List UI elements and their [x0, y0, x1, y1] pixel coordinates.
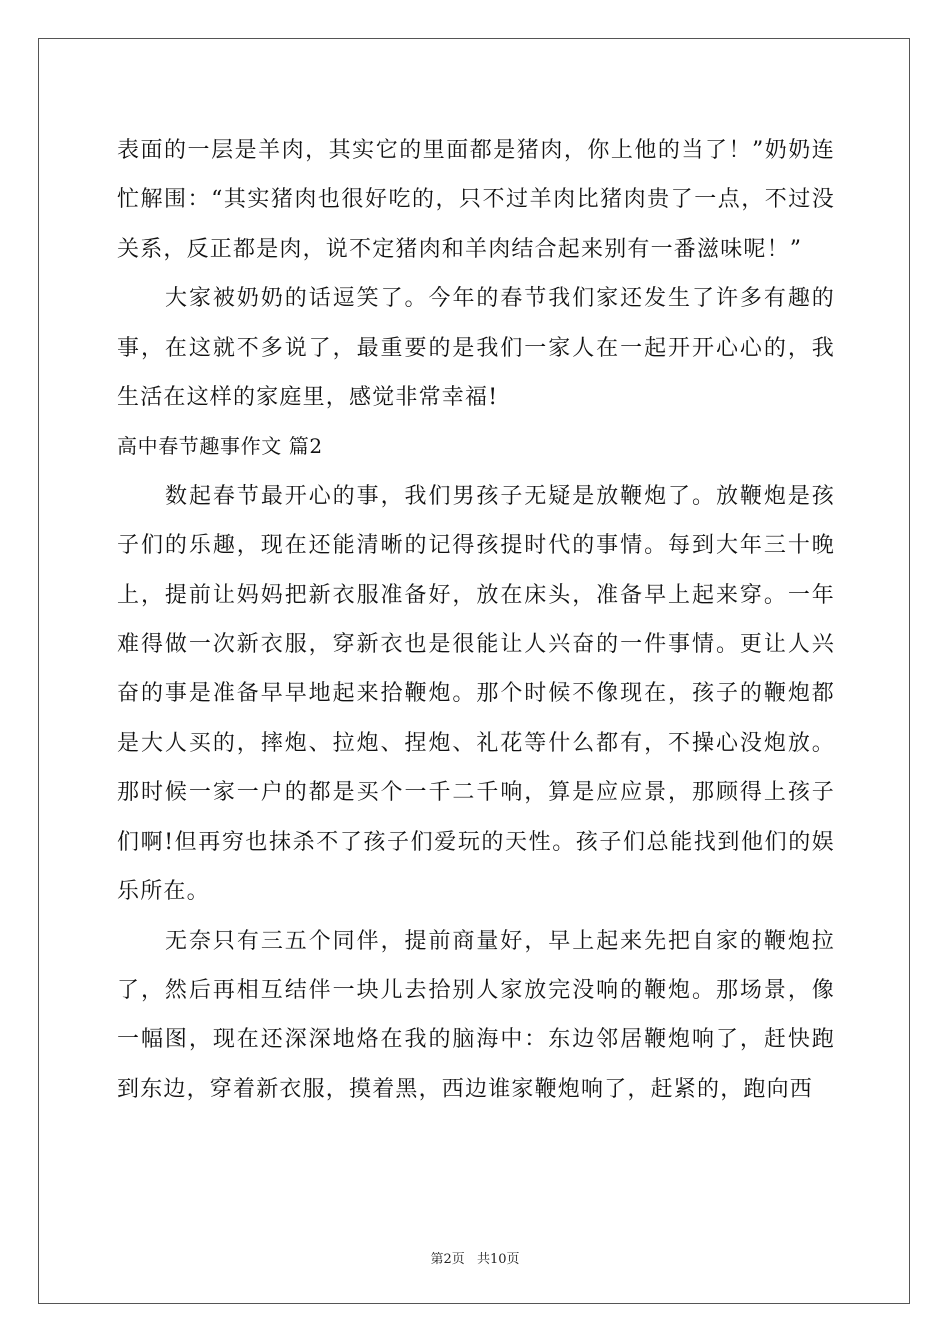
paragraph: 数起春节最开心的事，我们男孩子无疑是放鞭炮了。放鞭炮是孩子们的乐趣，现在还能清晰的记得孩提时代的事情。每到大年三十晚上，提前让妈妈把新衣服准备好，放在床头，准备早上起来穿。一年难得做一次新衣服，穿新衣也是很能让人兴奋的一件事情。更让人兴奋的事是准备早早地起来拾鞭炮。那个时候不像现在，孩子的鞭炮都是大人买的，摔炮、拉炮、捏炮、礼花等什么都有，不操心没炮放。那时候一家一户的都是买个一千二千响，算是应应景，那顾得上孩子们啊!但再穷也抹杀不了孩子们爱玩的天性。孩子们总能找到他们的娱乐所在。: [117, 483, 835, 905]
page-number: 第2页: [430, 1252, 465, 1267]
paragraph: 大家被奶奶的话逗笑了。今年的春节我们家还发生了许多有趣的事，在这就不多说了，最重要的是我们一家人在一起开开心心的，我生活在这样的家庭里，感觉非常幸福!: [117, 286, 835, 411]
document-body: [117, 126, 835, 1114]
page-footer: [0, 1248, 950, 1267]
paragraph: 无奈只有三五个同伴，提前商量好，早上起来先把自家的鞭炮拉了，然后再相互结伴一块儿去拾别人家放完没响的鞭炮。那场景，像一幅图，现在还深深地烙在我的脑海中：东边邻居鞭炮响了，赶快跑到东边，穿着新衣服，摸着黑，西边谁家鞭炮响了，赶紧的，跑向西: [117, 928, 835, 1102]
section-heading: 高中春节趣事作文 篇2: [117, 434, 323, 459]
paragraph-continuation: 表面的一层是羊肉，其实它的里面都是猪肉，你上他的当了！”奶奶连忙解围：“其实猪肉也很好吃的，只不过羊肉比猪肉贵了一点，不过没关系，反正都是肉，说不定猪肉和羊肉结合起来别有一番滋味呢！”: [117, 138, 835, 262]
page-total: 共10页: [476, 1252, 520, 1267]
